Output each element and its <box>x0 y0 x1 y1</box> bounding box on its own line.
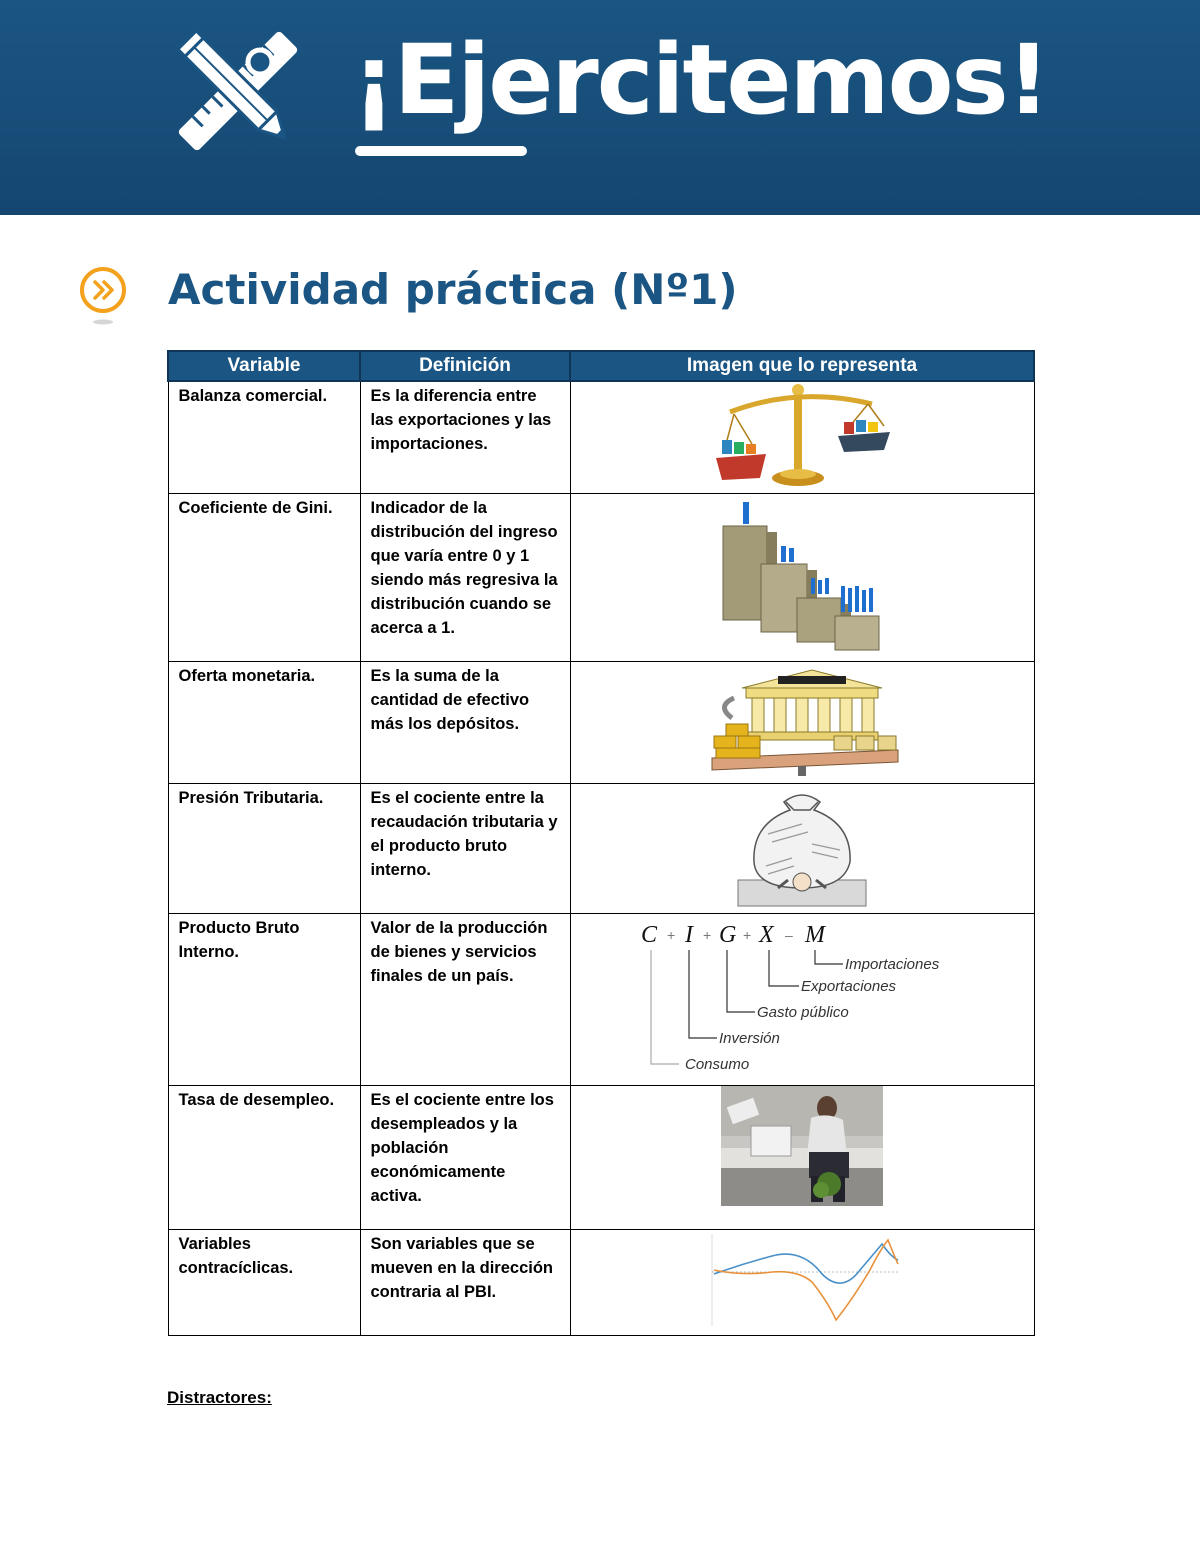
cell-variable: Variables contracíclicas. <box>168 1229 360 1335</box>
table-row <box>168 493 1034 661</box>
formula-operator: + <box>666 926 675 943</box>
cell-definition: Es la suma de la cantidad de efectivo más los depósitos. <box>360 661 570 783</box>
gdp-formula-diagram <box>631 914 971 1080</box>
formula-operator: + <box>742 926 751 943</box>
cell-variable: Producto Bruto Interno. <box>168 913 360 1085</box>
table-row <box>168 913 1034 1085</box>
cell-definition: Valor de la producción de bienes y servicios finales de un país. <box>360 913 570 1085</box>
formula-label: Inversión <box>718 1029 780 1047</box>
double-chevron-right-icon <box>78 262 130 326</box>
cell-variable: Balanza comercial. <box>168 381 360 493</box>
formula-label: Consumo <box>684 1055 749 1073</box>
ruler-pencil-cross-icon <box>178 30 298 152</box>
cell-variable: Presión Tributaria. <box>168 783 360 913</box>
formula-symbol: C <box>640 921 657 948</box>
header-definition: Definición <box>360 351 570 381</box>
cell-image <box>570 661 1034 783</box>
banner-underline <box>355 146 527 156</box>
cell-definition: Es la diferencia entre las exportaciones y las importaciones. <box>360 381 570 493</box>
formula-operator: + <box>702 926 711 943</box>
cell-definition: Son variables que se mueven en la dirección contraria al PBI. <box>360 1229 570 1335</box>
distractors-label: Distractores: <box>167 1388 272 1407</box>
cell-variable: Oferta monetaria. <box>168 661 360 783</box>
table-row <box>168 381 1034 493</box>
activity-title: Actividad práctica (Nº1) <box>168 265 738 314</box>
banner-title: ¡Ejercitemos! <box>352 24 1049 136</box>
cell-definition: Es el cociente entre la recaudación tributaria y el producto bruto interno. <box>360 783 570 913</box>
table-header-row <box>168 351 1034 381</box>
cell-definition: Es el cociente entre los desempleados y la población económicamente activa. <box>360 1085 570 1229</box>
formula-operator: – <box>784 926 793 943</box>
header-banner <box>0 0 1200 215</box>
table-row <box>168 1229 1034 1335</box>
unemployed-man-photo <box>721 1086 883 1206</box>
header-variable: Variable <box>168 351 360 381</box>
money-stacks-people-image <box>717 494 887 654</box>
cell-image <box>570 493 1034 661</box>
cell-variable: Tasa de desempleo. <box>168 1085 360 1229</box>
formula-symbol: G <box>718 921 736 948</box>
formula-label: Gasto público <box>756 1003 849 1021</box>
formula-symbol: I <box>684 921 693 948</box>
formula-symbol: M <box>804 921 825 948</box>
cell-image <box>570 1229 1034 1335</box>
variables-table <box>167 350 1035 1336</box>
cell-definition: Indicador de la distribución del ingreso que varía entre 0 y 1 siendo más regresiva la distribución cuando se acerca a 1. <box>360 493 570 661</box>
tax-sack-crushing-man-image <box>732 784 872 910</box>
trade-scale-ships-image <box>712 382 892 490</box>
cell-variable: Coeficiente de Gini. <box>168 493 360 661</box>
header-image: Imagen que lo representa <box>570 351 1034 381</box>
formula-label: Exportaciones <box>800 977 896 995</box>
cell-image <box>570 1085 1034 1229</box>
cell-image <box>570 381 1034 493</box>
table-row <box>168 783 1034 913</box>
formula-label: Importaciones <box>844 955 939 973</box>
bank-gold-balance-image <box>702 662 902 778</box>
countercyclical-lines-chart <box>702 1230 902 1330</box>
table-row <box>168 661 1034 783</box>
table-row <box>168 1085 1034 1229</box>
cell-image <box>570 913 1034 1085</box>
formula-symbol: X <box>758 921 774 948</box>
cell-image <box>570 783 1034 913</box>
